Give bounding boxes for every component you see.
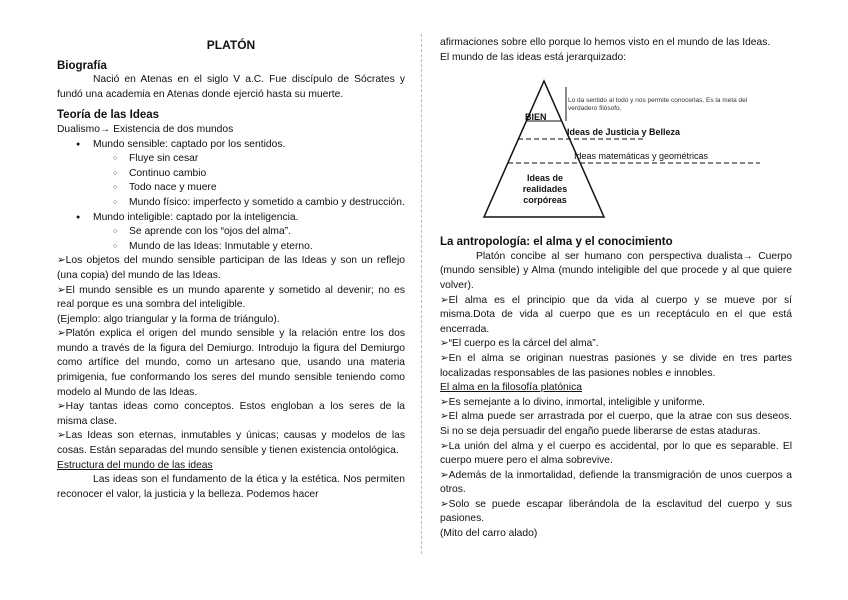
ideas-heading: Teoría de las Ideas xyxy=(57,109,160,122)
right-column xyxy=(440,36,792,542)
matematicas-label: Ideas matemáticas y geométricas xyxy=(574,151,709,162)
list-item-sensible: ● Mundo sensible: captado por los sentidos. xyxy=(57,138,405,153)
paragraph: (Ejemplo: algo triangular y la forma de triángulo). xyxy=(57,313,280,325)
left-column xyxy=(57,36,405,502)
corporeas-label: Ideas de realidades corpóreas xyxy=(522,173,568,206)
list-item-inteligible: ● Mundo inteligible: captado por la inteligencia. xyxy=(57,211,405,226)
paragraph: ➢Los objetos del mundo sensible participan de las Ideas y son un reflejo (una copia) del mundo de las Ideas. xyxy=(57,255,405,281)
list-item: ○ Mundo físico: imperfecto y sometido a cambio y destrucción. xyxy=(57,196,405,211)
ideas-pyramid-diagram xyxy=(440,77,792,225)
paragraph: ➢El alma puede ser arrastrada por el cuerpo, que la atrae con sus deseos. Si no se deja persuadir del engaño puede liberarse de estas ataduras. xyxy=(440,411,792,437)
antropologia-heading: La antropología: el alma y el conocimiento xyxy=(440,236,673,249)
dualismo-text: Dualismo→ Existencia de dos mundos xyxy=(57,123,234,135)
paragraph: ➢El alma es el principio que da vida al cuerpo y se mueve por sí misma.Dota de vida al cuerpo que es un receptáculo en el que está encerrada. xyxy=(440,294,792,335)
paragraph: ➢Solo se puede escapar liberándola de la esclavitud del cuerpo y sus pasiones. xyxy=(440,498,792,525)
estructura-text: Las ideas son el fundamento de la ética y la estética. Nos permiten reconocer el valor, la justicia y la belleza. Podemos hacer xyxy=(57,474,405,500)
alma-heading: El alma en la filosofía platónica xyxy=(440,382,582,394)
bio-text: Nació en Atenas en el siglo V a.C. Fue discípulo de Sócrates y fundó una academia en Atenas donde ejerció hasta su muerte. xyxy=(57,74,405,100)
bio-heading: Biografía xyxy=(57,59,107,72)
paragraph: ➢La unión del alma y el cuerpo es accidental, por lo que es separable. El cuerpo muere pero el alma sobrevive. xyxy=(440,440,792,467)
worlds-list xyxy=(57,138,405,255)
list-item: ○ Todo nace y muere xyxy=(57,181,405,196)
justicia-label: Ideas de Justicia y Belleza xyxy=(567,127,681,138)
page-title: PLATÓN xyxy=(206,38,256,52)
paragraph: ➢Además de la inmortalidad, defiende la transmigración de unos cuerpos a otros. xyxy=(440,469,792,496)
paragraph: ➢Es semejante a lo divino, inmortal, inteligible y uniforme. xyxy=(440,396,706,408)
list-item: ○ Continuo cambio xyxy=(57,167,405,182)
bien-note: Lo da sentido al todo y nos permite conocerlas. Es la meta del verdadero filósofo. xyxy=(568,97,748,113)
antropologia-text: Platón concibe al ser humano con perspectiva dualista→ Cuerpo (mundo sensible) y Alma (mundo inteligible del que procede y al que quiere volver). xyxy=(440,250,792,291)
bien-label: BIEN xyxy=(525,112,547,123)
paragraph: ➢Las Ideas son eternas, inmutables y únicas; causas y modelos de las cosas. Están separadas del mundo sensible y tienen existencia ontológica. xyxy=(57,430,405,457)
jerarquia-text: El mundo de las ideas está jerarquizado: xyxy=(440,51,627,63)
paragraph: ➢“El cuerpo es la cárcel del alma”. xyxy=(440,338,599,350)
list-item: ○ Mundo de las Ideas: Inmutable y eterno. xyxy=(57,240,405,255)
paragraph: ➢Platón explica el origen del mundo sensible y la relación entre los dos mundo a través de la figura del Demiurgo. Introdujo la figura del Demiurgo como artífice del mundo, como un artesano que, usando una materia primigenia, fue conformando los seres del mundo sensible teniendo como modelo al Mundo de las Ideas. xyxy=(57,328,405,398)
estructura-heading: Estructura del mundo de las ideas xyxy=(57,459,213,471)
list-item: ○ Fluye sin cesar xyxy=(57,152,405,167)
list-item: ○ Se aprende con los “ojos del alma”. xyxy=(57,225,405,240)
continuation-text: afirmaciones sobre ello porque lo hemos visto en el mundo de las Ideas. xyxy=(440,37,771,48)
paragraph: ➢Hay tantas ideas como conceptos. Estos engloban a los seres de la misma clase. xyxy=(57,401,405,427)
paragraph: ➢El mundo sensible es un mundo aparente y sometido al devenir; no es real porque es una sombra del inteligible. xyxy=(57,284,405,311)
paragraph: ➢En el alma se originan nuestras pasiones y se divide en tres partes localizadas responsables de las pasiones nobles e innobles. xyxy=(440,352,792,379)
paragraph: (Mito del carro alado) xyxy=(440,528,538,540)
column-divider xyxy=(421,34,422,554)
